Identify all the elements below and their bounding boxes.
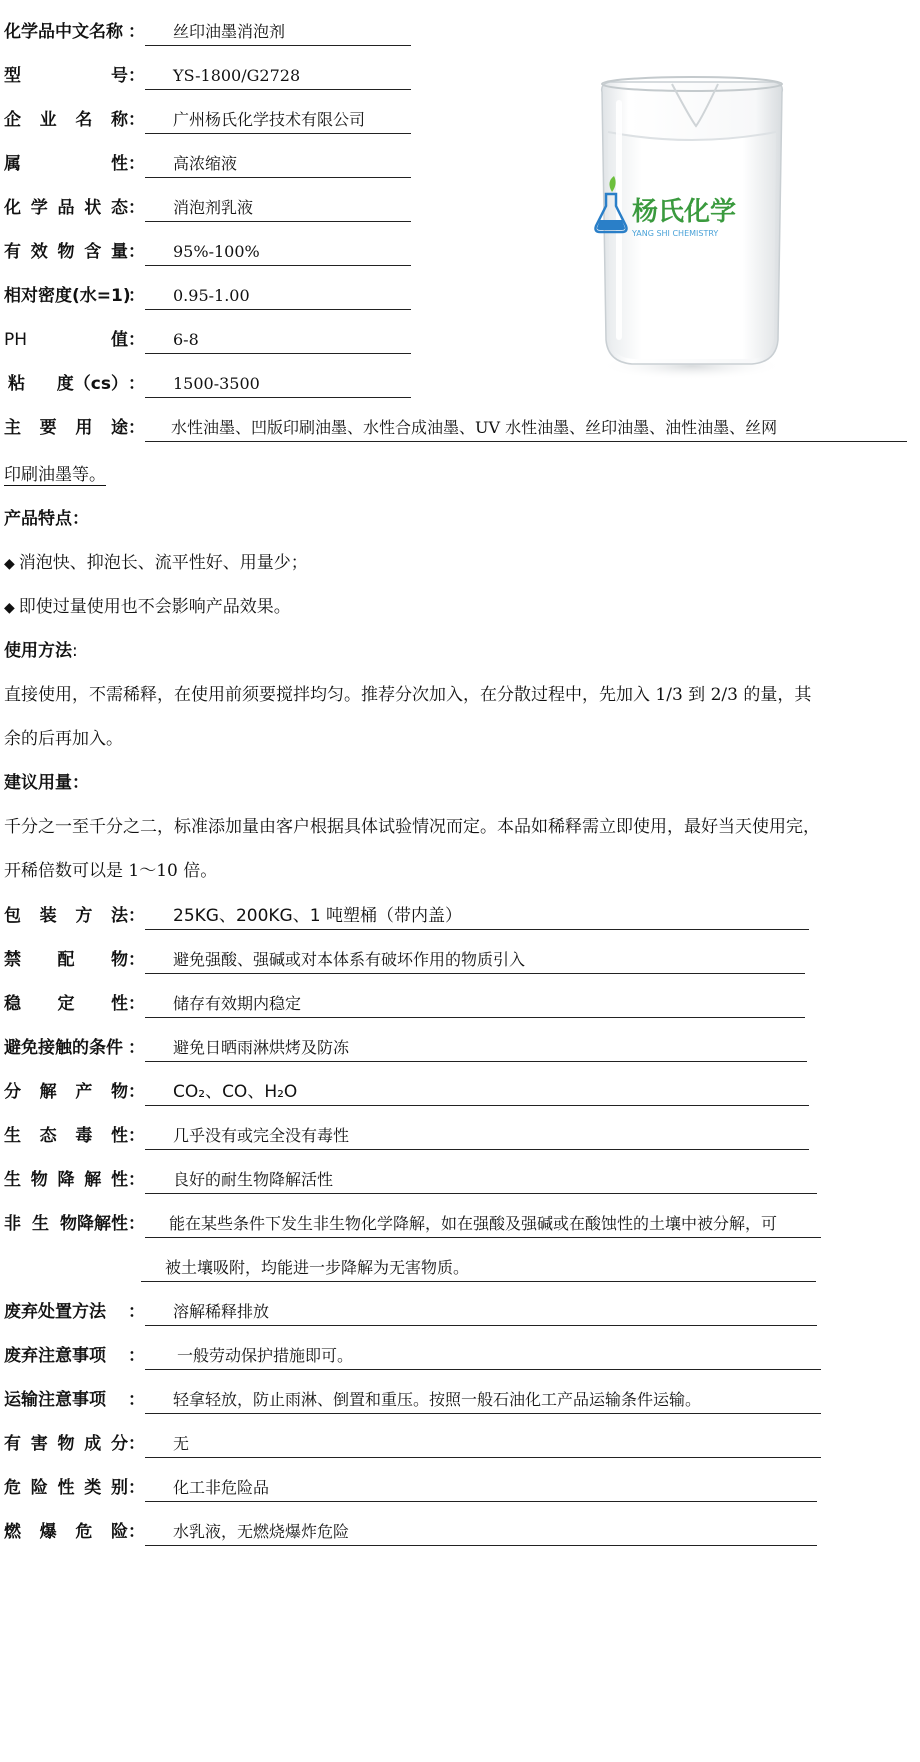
label-biodegradation: 生 物 降 解 性 <box>4 1170 128 1190</box>
value-incompatible: 避免强酸、强碱或对本体系有破坏作用的物质引入 <box>145 949 805 974</box>
dosage-line2: 开稀倍数可以是 1～10 倍。 <box>4 861 218 881</box>
logo-name-cn: 杨氏化学 <box>632 197 737 227</box>
value-state: 消泡剂乳液 <box>145 197 411 222</box>
label-ph: PH 值 <box>4 330 128 350</box>
feature-item-2: ◆ 即使过量使用也不会影响产品效果。 <box>4 597 291 617</box>
row-disposal: 废弃处置方法 ： 溶解稀释排放 <box>4 1294 817 1326</box>
value-model: YS-1800/G2728 <box>145 65 411 90</box>
label-stability: 稳 定 性 <box>4 994 128 1014</box>
value-usage-line1: 水性油墨、凹版印刷油墨、水性合成油墨、UV 水性油墨、丝印油墨、油性油墨、丝网 <box>145 417 907 442</box>
value-content: 95%-100% <box>145 241 411 266</box>
label-disposal-note: 废弃注意事项 <box>4 1346 106 1366</box>
label-state: 化 学 品 状 态 <box>4 198 128 218</box>
method-line2: 余的后再加入。 <box>4 729 123 749</box>
row-non-bio: 非 生 物降解性 ： 能在某些条件下发生非生物化学降解，如在强酸及强碱或在酸蚀性的土壤中被分解，可 <box>4 1206 821 1238</box>
value-company: 广州杨氏化学技术有限公司 <box>145 109 411 134</box>
value-disposal: 溶解稀释排放 <box>145 1301 817 1326</box>
row-incompatible: 禁 配 物 ： 避免强酸、强碱或对本体系有破坏作用的物质引入 <box>4 942 805 974</box>
row-density: 相对密度(水=1) ： 0.95-1.00 <box>4 278 411 310</box>
dosage-line1: 千分之一至千分之二，标准添加量由客户根据具体试验情况而定。本品如稀释需立即使用，最好当天使用完， <box>4 817 820 837</box>
value-attribute: 高浓缩液 <box>145 153 411 178</box>
label-decomposition: 分 解 产 物 <box>4 1082 128 1102</box>
label-hazard-class: 危 险 性 类 别 <box>4 1478 128 1498</box>
row-usage: 主 要 用 途 ： 水性油墨、凹版印刷油墨、水性合成油墨、UV 水性油墨、丝印油墨、油性油墨、丝网 <box>4 410 907 442</box>
row-company: 企 业 名 称 ： 广州杨氏化学技术有限公司 <box>4 102 411 134</box>
label-viscosity: 粘 度（cs） <box>8 374 128 394</box>
row-decomposition: 分 解 产 物 ： CO₂、CO、H₂O <box>4 1074 809 1106</box>
row-hazard-comp: 有 害 物 成 分 ： 无 <box>4 1426 821 1458</box>
method-title: 使用方法: <box>4 641 78 661</box>
value-hazard-class: 化工非危险品 <box>145 1477 817 1502</box>
value-avoid: 避免日晒雨淋烘烤及防冻 <box>145 1037 807 1062</box>
value-viscosity: 1500-3500 <box>145 373 411 398</box>
row-hazard-class: 危 险 性 类 别 ： 化工非危险品 <box>4 1470 817 1502</box>
row-fire: 燃 爆 危 险 ： 水乳液，无燃烧爆炸危险 <box>4 1514 817 1546</box>
feature-item-1: ◆ 消泡快、抑泡长、流平性好、用量少； <box>4 553 308 573</box>
row-ph: PH 值 ： 6-8 <box>4 322 411 354</box>
label-hazard-comp: 有 害 物 成 分 <box>4 1434 128 1454</box>
row-ecotoxicity: 生 态 毒 性 ： 几乎没有或完全没有毒性 <box>4 1118 809 1150</box>
row-packaging: 包 装 方 法 ： 25KG、200KG、1 吨塑桶（带内盖） <box>4 898 809 930</box>
value-ph: 6-8 <box>145 329 411 354</box>
row-state: 化 学 品 状 态 ： 消泡剂乳液 <box>4 190 411 222</box>
value-packaging: 25KG、200KG、1 吨塑桶（带内盖） <box>145 905 809 930</box>
value-disposal-note: 一般劳动保护措施即可。 <box>145 1345 821 1370</box>
value-fire: 水乳液，无燃烧爆炸危险 <box>145 1521 817 1546</box>
label-fire: 燃 爆 危 险 <box>4 1522 128 1542</box>
row-non-bio-2 <box>141 1250 816 1282</box>
value-non-bio-line2: 被土壤吸附，均能进一步降解为无害物质。 <box>141 1257 816 1282</box>
label-transport: 运输注意事项 <box>4 1390 106 1410</box>
label-incompatible: 禁 配 物 <box>4 950 128 970</box>
value-ecotoxicity: 几乎没有或完全没有毒性 <box>145 1125 809 1150</box>
row-avoid: 避免接触的条件 ： 避免日晒雨淋烘烤及防冻 <box>4 1030 807 1062</box>
row-stability: 稳 定 性 ： 储存有效期内稳定 <box>4 986 805 1018</box>
row-content: 有 效 物 含 量 ： 95%-100% <box>4 234 411 266</box>
value-decomposition: CO₂、CO、H₂O <box>145 1081 809 1106</box>
row-viscosity: 粘 度（cs） ： 1500-3500 <box>4 366 411 398</box>
label-name: 化学品中文名称 <box>4 22 123 42</box>
value-hazard-comp: 无 <box>145 1433 821 1458</box>
label-non-bio: 非 生 物降解性 <box>4 1214 128 1234</box>
row-disposal-note: 废弃注意事项 ： 一般劳动保护措施即可。 <box>4 1338 821 1370</box>
label-packaging: 包 装 方 法 <box>4 906 128 926</box>
value-usage-line2: 印刷油墨等。 <box>4 465 106 485</box>
method-line1: 直接使用，不需稀释，在使用前须要搅拌均匀。推荐分次加入，在分散过程中，先加入 1/3 到 2/3 的量，其 <box>4 685 812 705</box>
label-content: 有 效 物 含 量 <box>4 242 128 262</box>
label-density: 相对密度(水=1) <box>4 286 131 306</box>
value-biodegradation: 良好的耐生物降解活性 <box>145 1169 817 1194</box>
row-model: 型 号 ： YS-1800/G2728 <box>4 58 411 90</box>
label-avoid: 避免接触的条件 <box>4 1038 123 1058</box>
row-name: 化学品中文名称 ： 丝印油墨消泡剂 <box>4 14 411 46</box>
label-ecotoxicity: 生 态 毒 性 <box>4 1126 128 1146</box>
row-attribute: 属 性 ： 高浓缩液 <box>4 146 411 178</box>
label-company: 企 业 名 称 <box>4 110 128 130</box>
value-transport: 轻拿轻放，防止雨淋、倒置和重压。按照一般石油化工产品运输条件运输。 <box>145 1389 821 1414</box>
label-attribute: 属 性 <box>4 154 128 174</box>
row-biodegradation: 生 物 降 解 性 ： 良好的耐生物降解活性 <box>4 1162 817 1194</box>
label-usage: 主 要 用 途 <box>4 418 128 438</box>
dosage-title: 建议用量： <box>4 773 89 793</box>
value-name: 丝印油墨消泡剂 <box>145 21 411 46</box>
logo-name-en: YANG SHI CHEMISTRY <box>632 229 719 238</box>
label-disposal: 废弃处置方法 <box>4 1302 106 1322</box>
row-transport: 运输注意事项 ： 轻拿轻放，防止雨淋、倒置和重压。按照一般石油化工产品运输条件运输。 <box>4 1382 821 1414</box>
value-non-bio-line1: 能在某些条件下发生非生物化学降解，如在强酸及强碱或在酸蚀性的土壤中被分解，可 <box>145 1213 821 1238</box>
label-model: 型 号 <box>4 66 128 86</box>
features-title: 产品特点： <box>4 509 89 529</box>
product-beaker-image <box>592 70 792 390</box>
value-density: 0.95-1.00 <box>145 285 411 310</box>
value-stability: 储存有效期内稳定 <box>145 993 805 1018</box>
